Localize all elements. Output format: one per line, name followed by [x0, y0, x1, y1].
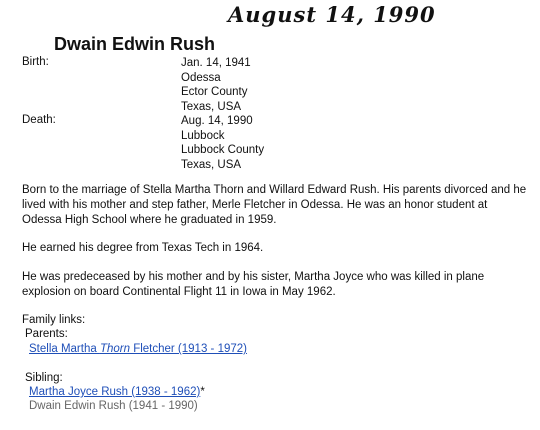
parent-maiden-name: Thorn	[99, 343, 130, 355]
death-state: Texas, USA	[181, 158, 242, 171]
sibling-row	[29, 386, 205, 398]
death-label: Death:	[22, 114, 56, 126]
person-name: Dwain Edwin Rush	[54, 34, 216, 54]
sibling-link[interactable]: Martha Joyce Rush (1938 - 1962)	[29, 386, 201, 398]
birth-state: Texas, USA	[181, 100, 242, 113]
family-links-title: Family links:	[22, 314, 86, 326]
bio-paragraph-1: Born to the marriage of Stella Martha Thorn and Willard Edward Rush. His parents divorced and he lived with his mother and step father, Merle Fletcher in Odessa. He was an honor student at Odessa High School where he graduated in 1959.	[22, 184, 527, 226]
birth-details	[181, 56, 251, 114]
birth-label: Birth:	[22, 56, 49, 68]
bio-paragraph-3: He was predeceased by his mother and by his sister, Martha Joyce who was killed in plane explosion on board Continental Flight 11 in Iowa in May 1962.	[22, 271, 485, 298]
bio-paragraph-2: He earned his degree from Texas Tech in 1964.	[22, 242, 264, 254]
parent-first-name: Stella Martha	[29, 343, 100, 355]
death-details	[181, 114, 264, 172]
self-entry: Dwain Edwin Rush (1941 - 1990)	[29, 400, 198, 412]
death-date: Aug. 14, 1990	[181, 115, 253, 127]
parent-last-name: Fletcher (1913 - 1972)	[130, 343, 247, 355]
parents-label: Parents:	[25, 328, 68, 340]
birth-city: Odessa	[181, 71, 221, 84]
birth-county: Ector County	[181, 86, 248, 98]
sibling-label: Sibling:	[25, 372, 63, 384]
date-header: August 14, 1990	[228, 2, 436, 27]
birth-date: Jan. 14, 1941	[181, 57, 251, 69]
parent-link[interactable]	[29, 343, 247, 355]
death-city: Lubbock	[181, 129, 225, 142]
death-county: Lubbock County	[181, 144, 265, 156]
sibling-asterisk: *	[200, 386, 205, 398]
